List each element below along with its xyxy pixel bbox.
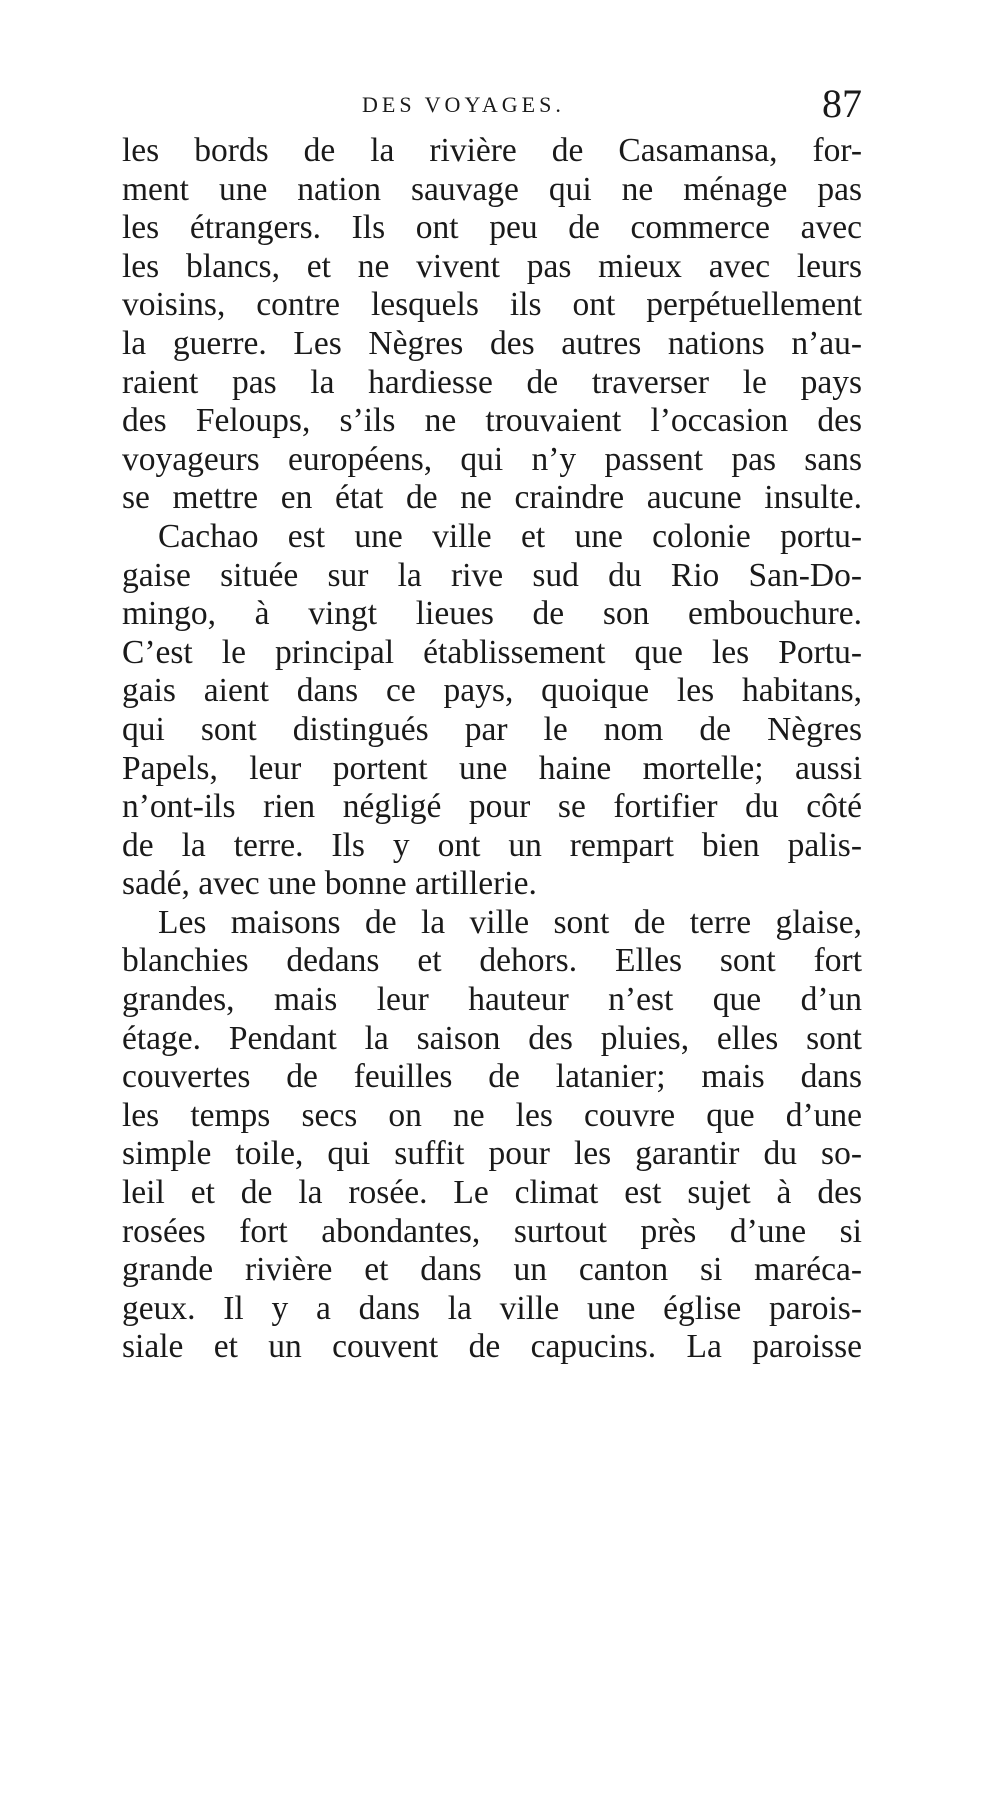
- text-line: rosées fort abondantes, surtout près d’une si: [122, 1212, 862, 1250]
- text-line: geux. Il y a dans la ville une église parois-: [122, 1289, 862, 1327]
- text-line: sadé, avec une bonne artillerie.: [122, 865, 537, 903]
- text-line: n’ont-ils rien négligé pour se fortifier du côté: [122, 788, 862, 826]
- text-line: ment une nation sauvage qui ne ménage pas: [122, 170, 862, 208]
- text-line: les blancs, et ne vivent pas mieux avec leurs: [122, 247, 862, 285]
- text-line: Cachao est une ville et une colonie portu-: [158, 517, 862, 555]
- text-line: les bords de la rivière de Casamansa, for-: [122, 132, 862, 169]
- text-line: blanchies dedans et dehors. Elles sont fort: [122, 942, 862, 980]
- text-line: la guerre. Les Nègres des autres nations n’au-: [122, 324, 862, 362]
- paragraph-1: [122, 132, 862, 518]
- text-line: couvertes de feuilles de latanier; mais dans: [122, 1058, 862, 1096]
- text-line: les étrangers. Ils ont peu de commerce avec: [122, 209, 862, 247]
- text-line: siale et un couvent de capucins. La paroisse: [122, 1328, 862, 1366]
- text-line: étage. Pendant la saison des pluies, elles sont: [122, 1019, 862, 1057]
- text-line: grande rivière et dans un canton si maréca-: [122, 1251, 862, 1289]
- running-title: DES VOYAGES.: [362, 92, 565, 117]
- text-line: gaise située sur la rive sud du Rio San-Do-: [122, 556, 862, 594]
- paragraph-2: [122, 518, 862, 904]
- text-line: qui sont distingués par le nom de Nègres: [122, 710, 862, 748]
- text-line: Les maisons de la ville sont de terre glaise,: [158, 903, 862, 941]
- text-line: grandes, mais leur hauteur n’est que d’un: [122, 981, 862, 1019]
- text-line: voyageurs européens, qui n’y passent pas sans: [122, 440, 862, 478]
- page-number: 87: [822, 81, 862, 126]
- text-line: des Feloups, s’ils ne trouvaient l’occasion des: [122, 402, 862, 440]
- body-text: [122, 132, 862, 1367]
- text-line: leil et de la rosée. Le climat est sujet à des: [122, 1174, 862, 1212]
- text-line: se mettre en état de ne craindre aucune insulte.: [122, 479, 862, 517]
- text-line: voisins, contre lesquels ils ont perpétuellement: [122, 286, 862, 324]
- text-line: Papels, leur portent une haine mortelle; aussi: [122, 749, 862, 787]
- text-line: mingo, à vingt lieues de son embouchure.: [122, 595, 862, 633]
- page-header: [122, 81, 862, 138]
- paragraph-3: [122, 904, 862, 1367]
- text-line: gais aient dans ce pays, quoique les habitans,: [122, 672, 862, 710]
- text-line: C’est le principal établissement que les Portu-: [122, 633, 862, 671]
- text-line: de la terre. Ils y ont un rempart bien palis-: [122, 826, 862, 864]
- text-line: raient pas la hardiesse de traverser le pays: [122, 363, 862, 401]
- text-line: les temps secs on ne les couvre que d’une: [122, 1096, 862, 1134]
- text-line: simple toile, qui suffit pour les garantir du so-: [122, 1135, 862, 1173]
